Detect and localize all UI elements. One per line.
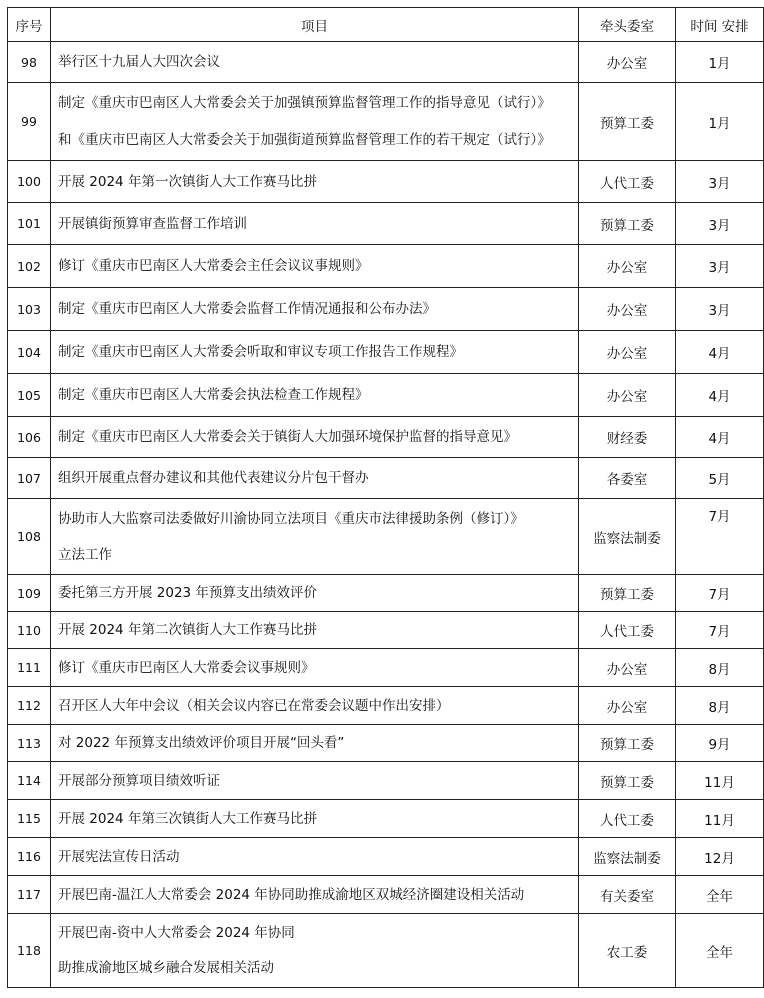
schedule-time-cell: 3月 (676, 161, 764, 203)
row-number: 118 (8, 914, 51, 988)
schedule-time-cell: 7月 (676, 575, 764, 612)
row-number: 117 (8, 876, 51, 914)
item-text-line: 举行区十九届人大四次会议 (58, 54, 220, 70)
lead-dept-cell: 办公室 (579, 288, 676, 331)
item-text-line: 制定《重庆市巴南区人大常委会执法检查工作规程》 (58, 387, 369, 403)
schedule-time-cell: 3月 (676, 245, 764, 288)
item-text-line: 协助市人大监察司法委做好川渝协同立法项目《重庆市法律援助条例（修订）》 (58, 510, 524, 527)
table-row (8, 876, 764, 914)
row-number: 112 (8, 687, 51, 725)
item-text-line: 组织开展重点督办建议和其他代表建议分片包干督办 (58, 470, 369, 486)
row-number: 98 (8, 42, 51, 83)
lead-dept-cell: 监察法制委 (579, 838, 676, 876)
schedule-time-cell: 11月 (676, 762, 764, 800)
item-text-line: 开展 2024 年第三次镇街人大工作赛马比拼 (58, 810, 317, 827)
row-number: 109 (8, 575, 51, 612)
item-cell (51, 649, 579, 687)
item-cell (51, 687, 579, 725)
item-cell (51, 725, 579, 762)
schedule-time-cell: 全年 (676, 876, 764, 914)
lead-dept-cell: 办公室 (579, 245, 676, 288)
row-number: 100 (8, 161, 51, 203)
table-row (8, 42, 764, 83)
lead-dept-cell: 办公室 (579, 374, 676, 417)
lead-dept-cell: 农工委 (579, 914, 676, 988)
lead-dept-cell: 预算工委 (579, 762, 676, 800)
item-text-line: 制定《重庆市巴南区人大常委会关于加强镇预算监督管理工作的指导意见（试行）》 (58, 94, 551, 111)
lead-dept-cell: 预算工委 (579, 725, 676, 762)
header-time: 时间 安排 (676, 8, 764, 42)
item-cell (51, 762, 579, 800)
item-cell (51, 499, 579, 575)
item-cell (51, 838, 579, 876)
item-cell (51, 800, 579, 838)
table-row (8, 331, 764, 374)
schedule-time-cell: 11月 (676, 800, 764, 838)
table-row (8, 762, 764, 800)
table-row (8, 575, 764, 612)
item-text-line: 开展镇街预算审查监督工作培训 (58, 215, 247, 232)
item-text-line: 召开区人大年中会议（相关会议内容已在常委会议题中作出安排） (58, 697, 450, 714)
table-row (8, 245, 764, 288)
table-row (8, 499, 764, 575)
schedule-time-cell: 3月 (676, 288, 764, 331)
table-row (8, 417, 764, 458)
lead-dept-cell: 有关委室 (579, 876, 676, 914)
lead-dept-cell: 各委室 (579, 458, 676, 499)
schedule-time-cell: 1月 (676, 42, 764, 83)
schedule-time-cell: 9月 (676, 725, 764, 762)
item-text-line: 开展宪法宣传日活动 (58, 848, 180, 865)
table-row (8, 161, 764, 203)
row-number: 105 (8, 374, 51, 417)
row-number: 107 (8, 458, 51, 499)
table-row (8, 374, 764, 417)
row-number: 108 (8, 499, 51, 575)
header-item: 项目 (51, 8, 579, 42)
row-number: 110 (8, 612, 51, 649)
lead-dept-cell: 预算工委 (579, 575, 676, 612)
table-body (8, 42, 764, 988)
lead-dept-cell: 办公室 (579, 649, 676, 687)
item-text-line: 制定《重庆市巴南区人大常委会监督工作情况通报和公布办法》 (58, 301, 436, 317)
item-cell (51, 288, 579, 331)
item-text-line: 委托第三方开展 2023 年预算支出绩效评价 (58, 585, 317, 601)
item-cell (51, 458, 579, 499)
item-text-line: 开展 2024 年第二次镇街人大工作赛马比拼 (58, 622, 317, 638)
lead-dept-cell: 办公室 (579, 687, 676, 725)
item-cell (51, 42, 579, 83)
lead-dept-cell: 监察法制委 (579, 499, 676, 575)
lead-dept-cell: 预算工委 (579, 83, 676, 161)
table-row (8, 838, 764, 876)
item-cell (51, 331, 579, 374)
table-row (8, 800, 764, 838)
table-row (8, 687, 764, 725)
row-number: 102 (8, 245, 51, 288)
item-text-line: 开展巴南-资中人大常委会 2024 年协同 (58, 924, 295, 941)
header-no: 序号 (8, 8, 51, 42)
item-text-line: 制定《重庆市巴南区人大常委会听取和审议专项工作报告工作规程》 (58, 344, 463, 360)
row-number: 113 (8, 725, 51, 762)
schedule-time-cell: 全年 (676, 914, 764, 988)
item-text-line: 修订《重庆市巴南区人大常委会议事规则》 (58, 659, 315, 676)
item-cell (51, 203, 579, 245)
lead-dept-cell: 人代工委 (579, 612, 676, 649)
table-row (8, 203, 764, 245)
schedule-time-cell: 1月 (676, 83, 764, 161)
item-cell (51, 83, 579, 161)
lead-dept-cell: 人代工委 (579, 800, 676, 838)
item-cell (51, 161, 579, 203)
row-number: 99 (8, 83, 51, 161)
item-cell (51, 245, 579, 288)
item-cell (51, 417, 579, 458)
item-text-line: 立法工作 (58, 546, 112, 563)
item-text-line: 对 2022 年预算支出绩效评价项目开展“回头看” (58, 735, 345, 751)
row-number: 116 (8, 838, 51, 876)
table-row (8, 725, 764, 762)
lead-dept-cell: 办公室 (579, 331, 676, 374)
row-number: 104 (8, 331, 51, 374)
schedule-time-cell: 4月 (676, 417, 764, 458)
row-number: 114 (8, 762, 51, 800)
header-dept: 牵头委室 (579, 8, 676, 42)
item-cell (51, 612, 579, 649)
item-cell (51, 876, 579, 914)
table-row (8, 458, 764, 499)
lead-dept-cell: 财经委 (579, 417, 676, 458)
schedule-time-cell: 8月 (676, 687, 764, 725)
lead-dept-cell: 人代工委 (579, 161, 676, 203)
schedule-time-cell: 3月 (676, 203, 764, 245)
item-text-line: 开展部分预算项目绩效听证 (58, 772, 220, 789)
schedule-time-cell: 7月 (676, 499, 764, 575)
row-number: 115 (8, 800, 51, 838)
item-text-line: 修订《重庆市巴南区人大常委会主任会议议事规则》 (58, 258, 369, 274)
lead-dept-cell: 办公室 (579, 42, 676, 83)
item-text-line: 和《重庆市巴南区人大常委会关于加强街道预算监督管理工作的若干规定（试行）》 (58, 131, 551, 148)
item-cell (51, 914, 579, 988)
table-row (8, 288, 764, 331)
item-text-line: 助推成渝地区城乡融合发展相关活动 (58, 959, 274, 976)
item-text-line: 开展 2024 年第一次镇街人大工作赛马比拼 (58, 173, 317, 190)
schedule-time-cell: 8月 (676, 649, 764, 687)
row-number: 101 (8, 203, 51, 245)
table-row (8, 914, 764, 988)
table-row (8, 83, 764, 161)
item-cell (51, 575, 579, 612)
lead-dept-cell: 预算工委 (579, 203, 676, 245)
row-number: 106 (8, 417, 51, 458)
work-plan-table (7, 7, 764, 988)
schedule-time-cell: 7月 (676, 612, 764, 649)
item-text-line: 开展巴南-温江人大常委会 2024 年协同助推成渝地区双城经济圈建设相关活动 (58, 886, 525, 903)
schedule-time-cell: 4月 (676, 331, 764, 374)
row-number: 111 (8, 649, 51, 687)
item-text-line: 制定《重庆市巴南区人大常委会关于镇街人大加强环境保护监督的指导意见》 (58, 429, 517, 445)
schedule-time-cell: 5月 (676, 458, 764, 499)
table-row (8, 612, 764, 649)
table-header-row (8, 8, 764, 42)
schedule-time-cell: 4月 (676, 374, 764, 417)
row-number: 103 (8, 288, 51, 331)
schedule-time-cell: 12月 (676, 838, 764, 876)
table-row (8, 649, 764, 687)
item-cell (51, 374, 579, 417)
